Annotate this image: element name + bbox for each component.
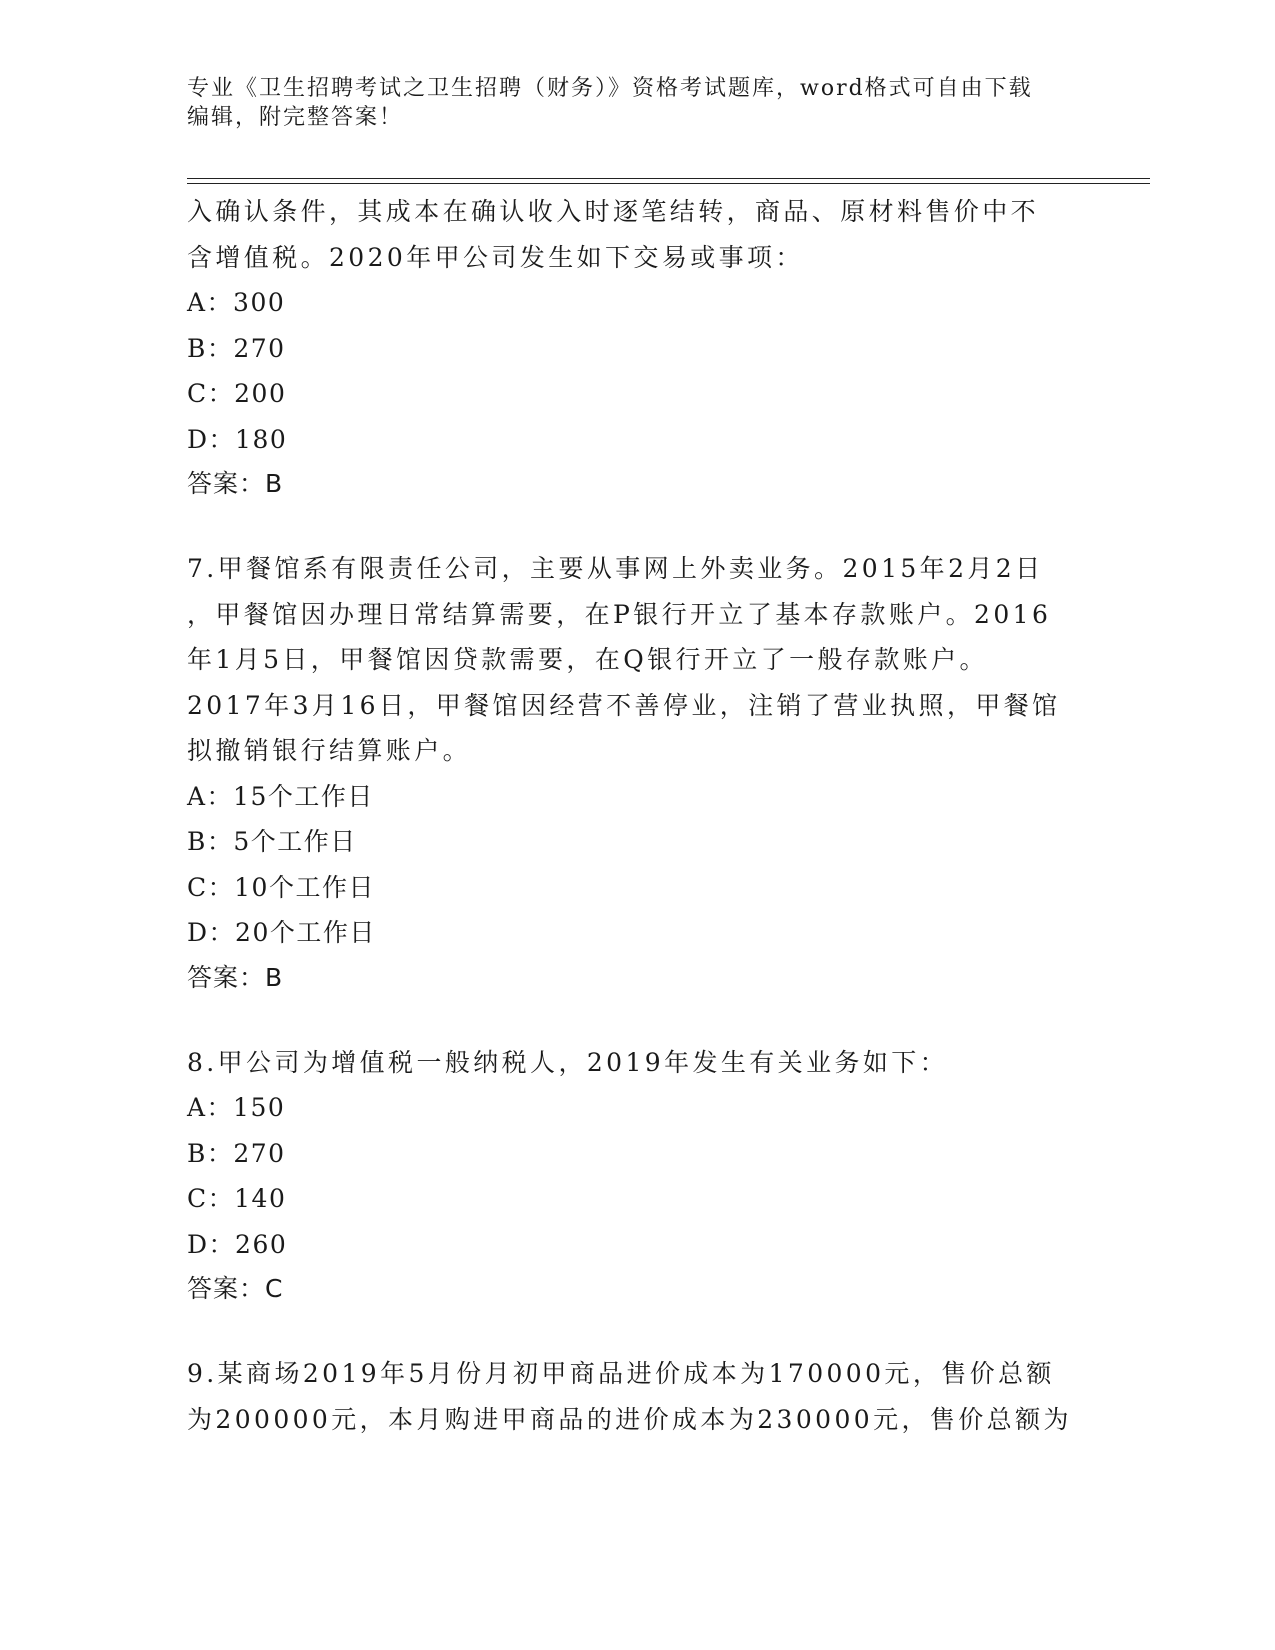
option-c: C：140 — [187, 1184, 287, 1213]
option-a: A：15个工作日 — [187, 781, 374, 811]
question-8 — [187, 1040, 1087, 1312]
question-9 — [187, 1351, 1087, 1442]
spacer — [187, 1000, 1087, 1040]
question-text-line: 含增值税。2020年甲公司发生如下交易或事项： — [187, 242, 804, 272]
question-text-line: 8.甲公司为增值税一般纳税人，2019年发生有关业务如下： — [187, 1047, 949, 1077]
question-text-line: 为200000元，本月购进甲商品的进价成本为230000元，售价总额为 — [187, 1404, 1072, 1434]
header-rule-top — [187, 178, 1150, 179]
option-b: B：270 — [187, 1138, 286, 1168]
header-rule-bottom — [187, 183, 1150, 184]
header-line-2: 编辑，附完整答案！ — [187, 105, 404, 130]
spacer — [187, 1311, 1087, 1351]
option-a: A：150 — [187, 1093, 286, 1122]
question-text-line: 2017年3月16日，甲餐馆因经营不善停业，注销了营业执照，甲餐馆 — [187, 690, 1061, 720]
question-6 — [187, 189, 1087, 506]
option-b: B：270 — [187, 333, 286, 363]
option-d: D：260 — [187, 1229, 288, 1259]
spacer — [187, 506, 1087, 546]
question-text-line: 年1月5日，甲餐馆因贷款需要，在Q银行开立了一般存款账户。 — [187, 645, 988, 674]
question-7 — [187, 546, 1087, 1000]
answer-line: 答案：B — [187, 962, 284, 992]
option-c: C：200 — [187, 379, 287, 408]
option-d: D：20个工作日 — [187, 918, 376, 947]
question-text-line: 拟撤销银行结算账户。 — [187, 736, 472, 765]
answer-line: 答案：B — [187, 469, 284, 498]
page-header — [187, 74, 1087, 132]
option-a: A：300 — [187, 288, 286, 317]
answer-line: 答案：C — [187, 1274, 284, 1303]
question-text-line: 7.甲餐馆系有限责任公司，主要从事网上外卖业务。2015年2月2日 — [187, 554, 1044, 583]
question-text-line: ，甲餐馆因办理日常结算需要，在P银行开立了基本存款账户。2016 — [187, 599, 1052, 629]
option-c: C：10个工作日 — [187, 872, 375, 902]
option-b: B：5个工作日 — [187, 827, 357, 856]
question-text-line: 9.某商场2019年5月份月初甲商品进价成本为170000元，售价总额 — [187, 1359, 1055, 1388]
option-d: D：180 — [187, 424, 288, 454]
header-line-1: 专业《卫生招聘考试之卫生招聘（财务）》资格考试题库，word格式可自由下载 — [187, 76, 1033, 101]
question-text-line: 入确认条件，其成本在确认收入时逐笔结转，商品、原材料售价中不 — [187, 197, 1040, 226]
document-body — [187, 189, 1087, 1442]
